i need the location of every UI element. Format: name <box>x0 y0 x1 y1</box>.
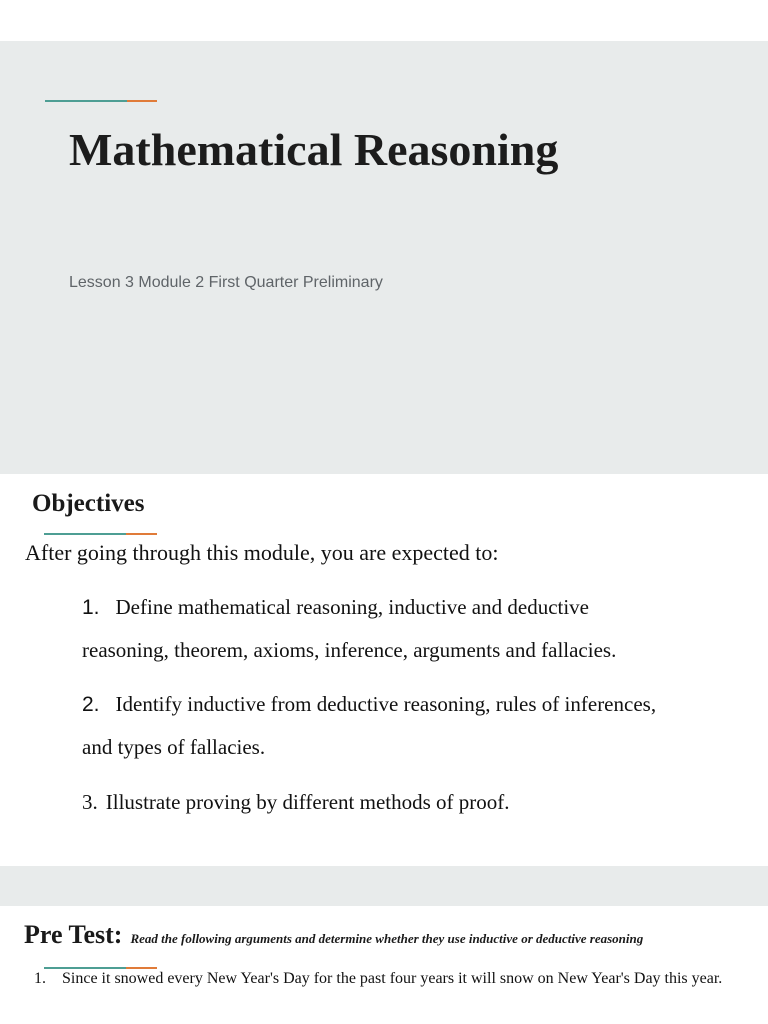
slide-title: Mathematical Reasoning <box>69 124 559 175</box>
objective-item: 3. Illustrate proving by different methods of proof. <box>82 790 510 814</box>
title-accent-line <box>45 100 157 102</box>
objectives-slide <box>0 474 768 866</box>
pretest-title <box>24 920 643 950</box>
objectives-intro: After going through this module, you are expected to: <box>25 540 499 565</box>
title-slide <box>0 41 768 474</box>
pretest-question: 1. Since it snowed every New Year's Day for the past four years it will snow on New Year's Day this year. <box>34 970 723 987</box>
objective-item: 1. Define mathematical reasoning, inductive and deductive reasoning, theorem, axioms, inference, arguments and fallacies. <box>82 595 617 662</box>
pretest-slide <box>0 906 768 1024</box>
slide-separator <box>0 866 768 906</box>
page-top-margin <box>0 0 768 41</box>
pretest-heading: Pre Test: <box>24 920 123 949</box>
objectives-accent-line <box>44 533 157 535</box>
pretest-instruction: Read the following arguments and determine whether they use inductive or deductive reasoning <box>130 931 644 946</box>
slide-subtitle: Lesson 3 Module 2 First Quarter Preliminary <box>69 274 383 291</box>
objectives-heading: Objectives <box>32 490 145 517</box>
objective-item: 2. Identify inductive from deductive reasoning, rules of inferences, and types of fallacies. <box>82 692 657 759</box>
